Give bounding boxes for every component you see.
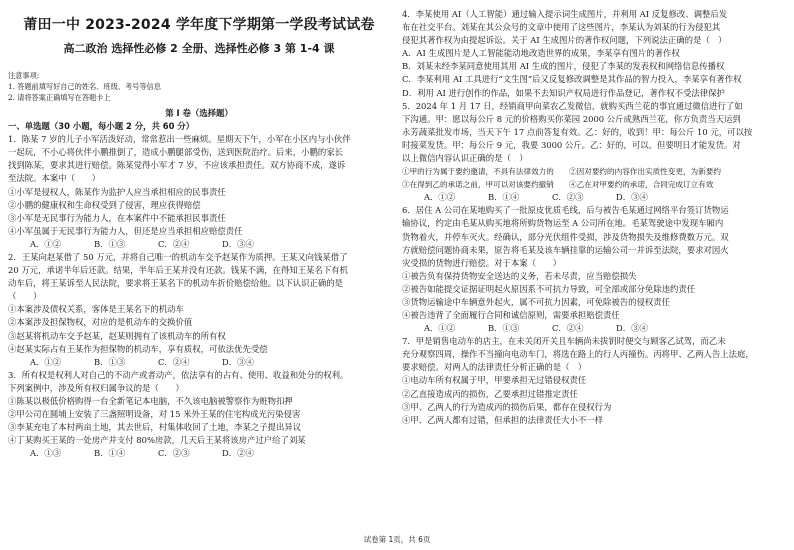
q1-line: 一起玩，不小心将伙伴小鹏推倒了，造成小鹏腿部受伤，送到医院治疗。后来，小鹏的家长 [8, 147, 343, 158]
choice-a[interactable]: A．①② [30, 238, 62, 249]
q4-option-c[interactable]: C．李某利用 AI 工具进行“文生图”后又反复修改调整是其作品的智力投入，李某享有著作权 [402, 74, 742, 85]
choice-d[interactable]: D．③④ [222, 238, 254, 249]
q6-statement: ①被告负有保持货物安全送达的义务，若未尽责，应当赔偿损失 [402, 270, 637, 281]
q1-statement: ③小军是无民事行为能力人，在本案件中不能承担民事责任 [8, 212, 226, 223]
q3-choices [8, 447, 390, 460]
choice-b[interactable]: B．①③ [94, 356, 126, 367]
q5-statements: ①甲的行为属于要约邀请，不具有法律效力的 ②因对要约的内容作出实质性变更，为新要约 [402, 167, 721, 177]
choice-b[interactable]: B．①③ [488, 323, 520, 334]
choice-d[interactable]: D．③④ [222, 356, 254, 367]
q6-statement: ②被告如能提交证据证明起火原因系不可抗力导致，可全部或部分免除违约责任 [402, 283, 696, 294]
q4-line: 布在社交平台。刘某在其公众号的文章中使用了这些图片，李某认为刘某的行为侵犯其 [402, 22, 721, 33]
choice-b[interactable]: B．①③ [94, 238, 126, 249]
left-column [8, 8, 390, 460]
q6-statement: ③货物运输途中车辆意外起火，属不可抗力因素，可免除被告的侵权责任 [402, 296, 670, 307]
q5-line: 以上微信内容认识正确的是（ ） [402, 153, 528, 164]
choice-a[interactable]: A．①② [424, 192, 456, 203]
q1-statement: ①小军是侵权人，陈某作为监护人应当承担相应的民事责任 [8, 186, 226, 197]
q1-line: 至法院。本案中（ ） [8, 173, 101, 184]
q5-line: 永芳蔬菜批发市场，当天下午 17 点前答复有效。乙：好的，收到！甲：每公斤 10 元，可以按 [402, 126, 753, 137]
q4-option-b[interactable]: B．刘某未经李某同意使用其用 AI 生成的图片，侵犯了李某的发表权和网络信息传播权 [402, 61, 725, 72]
q2-line: （ ） [8, 291, 42, 302]
q6-line: 灾受损的货物进行赔偿。对于本案（ ） [402, 257, 562, 268]
exam-title: 莆田一中 2023-2024 学年度下学期第一学段考试试卷 [23, 17, 375, 33]
question-4 [402, 8, 786, 100]
choice-c[interactable]: C．②③ [552, 192, 584, 203]
choice-c[interactable]: C．②④ [158, 238, 190, 249]
choice-c[interactable]: C．②④ [158, 356, 190, 367]
q5-line: 时接菜发货。甲：每公斤 9 元，我要 3000 公斤。乙：好的，可以。但要明日才能发货。对 [402, 139, 741, 150]
q5-line: 5．2024 年 1 月 17 日，经销商甲向菜农乙发微信，就购买西兰花的事宜通过微信进行了如 [402, 100, 743, 111]
q3-statement: ④丁某购买王某的一处房产并支付 80%房款，几天后王某将该房产过户给了刘某 [8, 435, 306, 446]
choice-a[interactable]: A．①② [30, 356, 62, 367]
q5-line: 下沟通。甲：愿以每公斤 8 元的价格购买你菜园 2000 公斤成熟西兰花，你方负责当天运到 [402, 113, 741, 124]
q2-line: 动车后，将王某诉至人民法院，要求将王某名下的机动车折价赔偿给他。以下认识正确的是 [8, 278, 343, 289]
q2-statement: ④赵某实际占有王某作为担保物的机动车，享有质权，可依法优先受偿 [8, 343, 268, 354]
note-1: 1. 答题前填写好自己的姓名、班级、考号等信息 [8, 82, 161, 91]
q2-choices [8, 356, 390, 369]
q1-choices [8, 238, 390, 251]
q4-option-d[interactable]: D．利用 AI 进行创作的作品，如果不去知识产权局进行作品登记，著作权不受法律保护 [402, 87, 725, 98]
q2-line: 2．王某向赵某借了 50 万元，并将自己唯一的机动车交予赵某作为质押。王某又向钱某借了 [8, 251, 348, 262]
choice-d[interactable]: D．③④ [616, 323, 648, 334]
choice-a[interactable]: A．①③ [30, 448, 62, 459]
q2-statement: ③赵某将机动车交予赵某，赵某则拥有了该机动车的所有权 [8, 330, 226, 341]
q1-statement: ②小鹏的健康权和生命权受到了侵害，理应获得赔偿 [8, 199, 201, 210]
question-7 [402, 335, 786, 427]
question-3 [8, 369, 390, 461]
choice-b[interactable]: B．①④ [94, 448, 126, 459]
q1-line: 找到陈某，要求其进行赔偿。陈某觉得小军才 7 岁，不应该承担责任。双方协商不成，遂诉 [8, 160, 346, 171]
question-2 [8, 251, 390, 369]
q7-statement: ②乙直接造成丙的损伤，乙要承担过错推定责任 [402, 388, 578, 399]
q7-statement: ④甲、乙两人都有过错，但承担的法律责任大小不一样 [402, 414, 603, 425]
page-footer: 试卷第 1页，共 6页 [363, 535, 431, 544]
q5-statements: ③在得到乙的承诺之前，甲可以对该要约撤销 ④乙在对甲要约的承诺，合同完成订立有效 [402, 180, 714, 190]
choice-c[interactable]: C．②④ [552, 323, 584, 334]
q2-line: 20 万元，承诺半年后还款。结果，半年后王某并没有还款。钱某不满，在得知王某名下有机 [8, 265, 348, 276]
q6-line: 输协议，约定由毛某从购买地将所购货物运至 A 公司所在地。毛某驾驶途中发现车厢内 [402, 218, 724, 229]
q3-statement: ①陈某以极低价格购得一台全新笔记本电脑，不久该电脑被警察作为赃物扣押 [8, 395, 293, 406]
q3-statement: ③李某充电了本村两亩土地，其去世后，村集体收回了土地，李某之子提出异议 [8, 422, 302, 433]
choice-b[interactable]: B．①④ [488, 192, 520, 203]
q3-line: 下列案例中，涉及所有权归属争议的是（ ） [8, 382, 184, 393]
right-column [402, 8, 786, 427]
q3-line: 3．所有权是权利人对自己的不动产或者动产，依法享有的占有、使用、收益和处分的权利。 [8, 369, 349, 380]
q5-choices [402, 191, 786, 204]
q7-line: 7．甲是销售电动车的店主，在未关闭开关且车辆尚未拔钥时便交与顾客乙试驾，而乙未 [402, 336, 726, 347]
q7-line: 要求赔偿。对两人的法律责任分析正确的是（ ） [402, 362, 587, 373]
choice-c[interactable]: C．②③ [158, 448, 190, 459]
q4-line: 侵犯其著作权为由提起诉讼。关于 AI 生成图片的著作权问题，下列说法正确的是（ ） [402, 35, 727, 46]
notes-heading: 注意事项: [8, 71, 40, 80]
choice-a[interactable]: A．①② [424, 323, 456, 334]
section-heading: 一、单选题（30 小题，每小题 2 分，共 60 分） [8, 121, 195, 132]
exam-subtitle: 高二政治 选择性必修 2 全册、选择性必修 3 第 1-4 课 [63, 42, 335, 55]
q6-choices [402, 322, 786, 335]
question-6 [402, 204, 786, 335]
q2-statement: ②本案涉及担保物权，对应的是机动车的交换价值 [8, 317, 193, 328]
q7-line: 充分观察四周，操作不当撞向电动车门，将选在路上的行人丙撞伤。丙将甲、乙两人告上法庭， [402, 349, 754, 360]
choice-d[interactable]: D．②④ [222, 448, 254, 459]
q4-line: 4．李某使用 AI（人工智能）通过输入提示词生成图片，并利用 AI 反复修改、调整后发 [402, 9, 728, 19]
q6-statement: ④被告违背了全面履行合同和诚信原则，需要承担赔偿责任 [402, 310, 620, 321]
q7-statement: ①电动车所有权属于甲，甲要承担无过错侵权责任 [402, 375, 587, 386]
question-1 [8, 133, 390, 251]
q6-line: 6．居住 A 公司在某地购买了一批原皮优质毛线，后与被告毛某通过网络平台签订货物运 [402, 205, 729, 216]
q6-line: 货物着火，并停车灭火。经确认，部分光伏组件受损，涉及货物损失及维修费数万元。双 [402, 231, 729, 242]
q4-option-a[interactable]: A．AI 生成图片是人工智能能动地改造世界的成果，李某享有图片的著作权 [402, 48, 680, 59]
q1-statement: ④小军虽属于无民事行为能力人，但还是应当承担相应赔偿责任 [8, 225, 243, 236]
q2-statement: ①本案涉及债权关系，客体是王某名下的机动车 [8, 304, 184, 315]
volume-heading: 第 I 卷（选择题） [165, 108, 233, 118]
q3-statement: ②甲公司在圆埔上安装了三盏照明设备，对 15 米外王某的住宅构成光污染侵害 [8, 408, 301, 419]
q6-line: 方就赔偿问题协商未果，原告将毛某及该车辆挂靠的运输公司一并诉至法院，要求对因火 [402, 244, 729, 255]
choice-d[interactable]: D．③④ [616, 192, 648, 203]
note-2: 2. 请将答案正确填写在答题卡上 [8, 93, 111, 102]
q1-line: 1．陈某 7 岁的儿子小军活泼好动，常常惹出一些麻烦。星期天下午，小军在小区内与小伙伴 [8, 134, 351, 145]
q7-statement: ③甲、乙两人的行为造成丙的损伤后果，都存在侵权行为 [402, 401, 612, 412]
question-5 [402, 100, 786, 205]
